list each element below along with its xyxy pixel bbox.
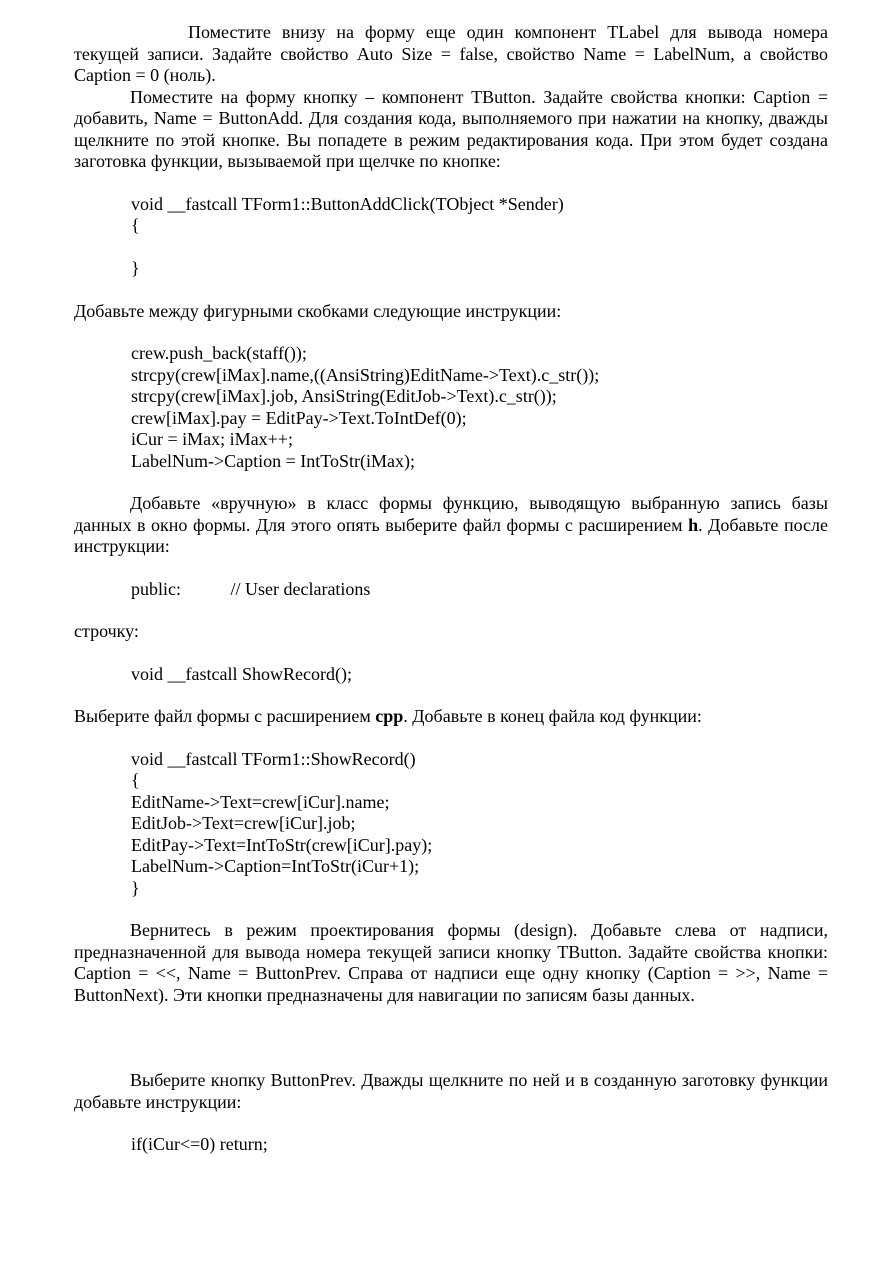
paragraph-tbutton: Поместите на форму кнопку – компонент TButton. Задайте свойства кнопки: Caption = добавить, Name = ButtonAdd. Для создания кода, выполняемого при нажатии на кнопку, дважды щелкните по этой кнопке. Вы попадете в режим редактирования кода. При этом будет создана заготовка функции, вызываемой при щелчке по кнопке: [74,86,828,171]
code-public-declarations: public: // User declarations [131,578,371,599]
code-block-show-record [74,749,828,900]
extension-h: h [688,514,699,535]
code-line: strcpy(crew[iMax].name,((AnsiString)EditName->Text).c_str()); [131,364,600,385]
code-line: EditName->Text=crew[iCur].name; [131,791,390,812]
code-block-add-record [74,343,828,472]
code-line: { [131,770,140,790]
paragraph-cpp-file: Выберите файл формы с расширением cpp. Добавьте в конец файла код функции: [74,706,702,726]
code-line: iCur = iMax; iMax++; [131,429,293,449]
code-line: crew.push_back(staff()); [131,343,307,363]
code-line [74,237,828,259]
paragraph-add-instructions: Добавьте между фигурными скобками следующие инструкции: [74,300,562,321]
code-line: void __fastcall TForm1::ShowRecord() [131,748,416,769]
paragraph-tlabel: Поместите внизу на форму еще один компонент TLabel для вывода номера текущей записи. Задайте свойство Auto Size = false, свойство Name = LabelNum, а свойство Caption = 0 (ноль). [74,22,828,85]
code-line: LabelNum->Caption = IntToStr(iMax); [131,450,415,471]
code-line: crew[iMax].pay = EditPay->Text.ToIntDef(0); [131,407,467,428]
code-line: strcpy(crew[iMax].job, AnsiString(EditJob->Text).c_str()); [131,386,557,406]
code-line: } [131,877,140,898]
code-line: EditJob->Text=crew[iCur].job; [131,813,356,833]
code-button-prev: if(iCur<=0) return; [131,1134,268,1154]
code-block-button-add-click [74,194,828,280]
code-line: } [131,258,140,278]
paragraph-show-record-intro: Добавьте «вручную» в класс формы функцию, выводящую выбранную запись базы данных в окно формы. Для этого опять выберите файл формы с расширением h. Добавьте после инструкции: [74,493,828,556]
code-line: void __fastcall TForm1::ButtonAddClick(TObject *Sender) [131,193,564,214]
document-page [74,22,828,1156]
code-show-record-declaration: void __fastcall ShowRecord(); [131,663,352,684]
code-line: { [131,215,140,235]
code-line: EditPay->Text=IntToStr(crew[iCur].pay); [131,834,433,855]
extension-cpp: cpp [375,706,404,726]
paragraph-line: строчку: [74,621,139,641]
paragraph-navigation-buttons: Вернитесь в режим проектирования формы (design). Добавьте слева от надписи, предназначенной для вывода номера текущей записи кнопку TButton. Задайте свойства кнопки: Caption = <<, Name = ButtonPrev. Справа от надписи еще одну кнопку (Caption = >>, Name = ButtonNext). Эти кнопки предназначены для навигации по записям базы данных. [74,920,828,1005]
paragraph-button-prev: Выберите кнопку ButtonPrev. Дважды щелкните по ней и в созданную заготовку функции добавьте инструкции: [74,1070,828,1112]
code-line: LabelNum->Caption=IntToStr(iCur+1); [131,856,420,876]
